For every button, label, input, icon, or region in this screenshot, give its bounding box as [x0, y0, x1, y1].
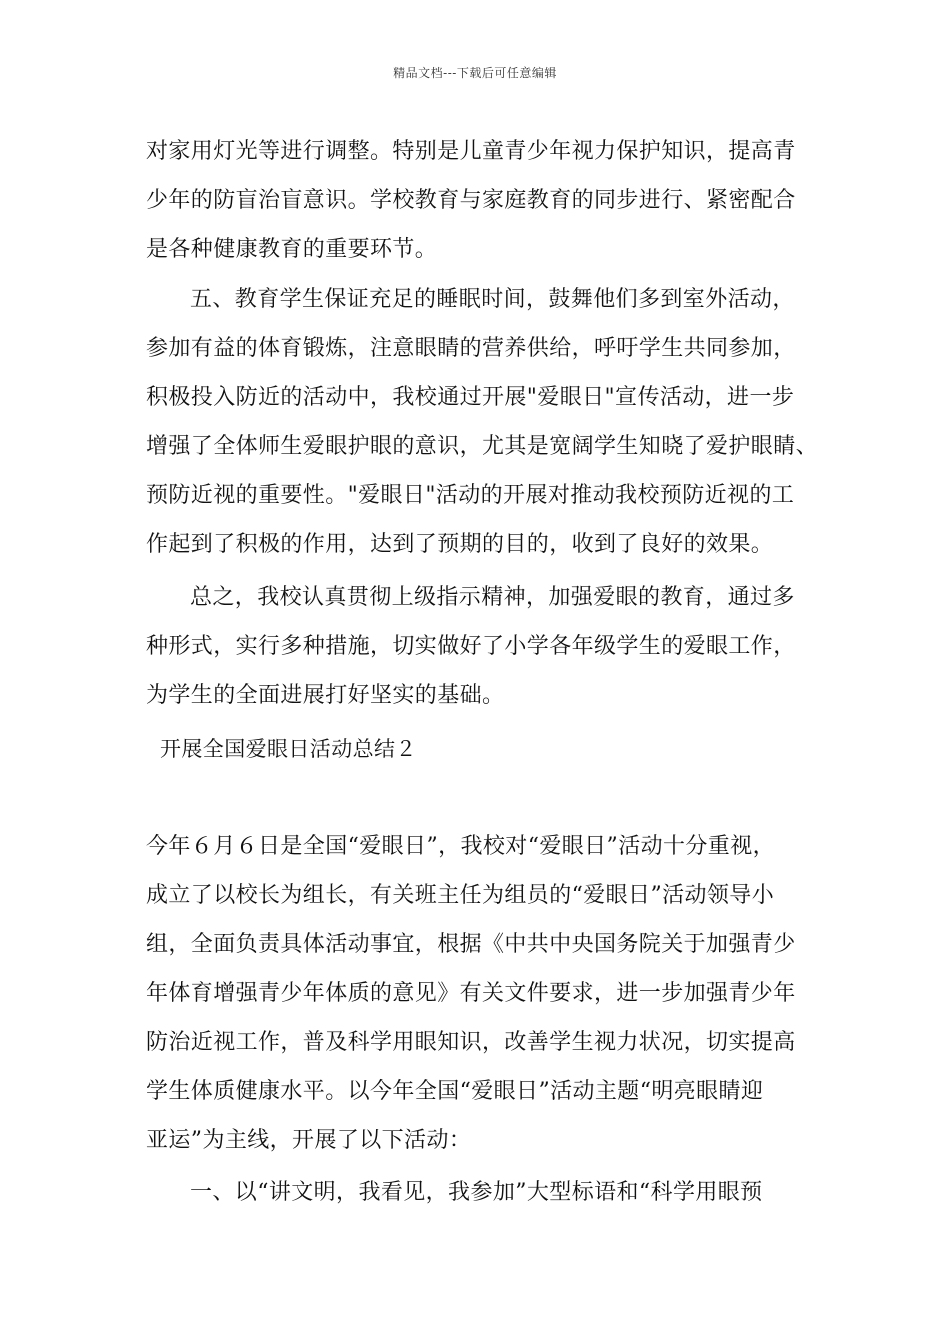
section-title: 开展全国爱眼日活动总结２: [160, 737, 417, 761]
text-line: 五、教育学生保证充足的睡眠时间，鼓舞他们多到室外活动，: [190, 287, 795, 312]
text-line: 亚运”为主线，开展了以下活动：: [146, 1128, 472, 1153]
text-line: 组，全面负责具体活动事宜，根据《中共中央国务院关于加强青少: [146, 932, 796, 957]
text-line: 对家用灯光等进行调整。特别是儿童青少年视力保护知识，提高青: [146, 139, 796, 164]
text-line: 总之，我校认真贯彻上级指示精神，加强爱眼的教育，通过多: [190, 585, 795, 610]
text-line: 是各种健康教育的重要环节。: [146, 237, 438, 262]
text-line: 增强了全体师生爱眼护眼的意识，尤其是宽阔学生知晓了爱护眼睛、: [146, 434, 819, 459]
page-header: 精品文档---下载后可任意编辑: [393, 66, 557, 80]
text-line: 作起到了积极的作用，达到了预期的目的，收到了良好的效果。: [146, 532, 774, 557]
text-line: 种形式，实行多种措施，切实做好了小学各年级学生的爱眼工作，: [146, 634, 796, 659]
text-line: 年体育增强青少年体质的意见》有关文件要求，进一步加强青少年: [146, 981, 796, 1006]
text-line: 学生体质健康水平。以今年全国“爱眼日”活动主题“明亮眼睛迎: [146, 1079, 764, 1104]
text-line: 防治近视工作，普及科学用眼知识，改善学生视力状况，切实提高: [146, 1030, 796, 1055]
text-line: 预防近视的重要性。"爱眼日"活动的开展对推动我校预防近视的工: [146, 483, 795, 508]
text-line: 积极投入防近的活动中，我校通过开展"爱眼日"宣传活动，进一步: [146, 385, 795, 410]
text-line: 成立了以校长为组长，有关班主任为组员的“爱眼日”活动领导小: [146, 883, 775, 908]
text-line: 少年的防盲治盲意识。学校教育与家庭教育的同步进行、紧密配合: [146, 188, 796, 213]
text-line: 为学生的全面进展打好坚实的基础。: [146, 683, 505, 708]
text-line: 今年６月６日是全国“爱眼日”，我校对“爱眼日”活动十分重视，: [146, 834, 775, 859]
text-line: 参加有益的体育锻炼，注意眼睛的营养供给，呼吁学生共同参加，: [146, 336, 796, 361]
text-line: 一、以“讲文明，我看见，我参加”大型标语和“科学用眼预: [190, 1180, 763, 1205]
